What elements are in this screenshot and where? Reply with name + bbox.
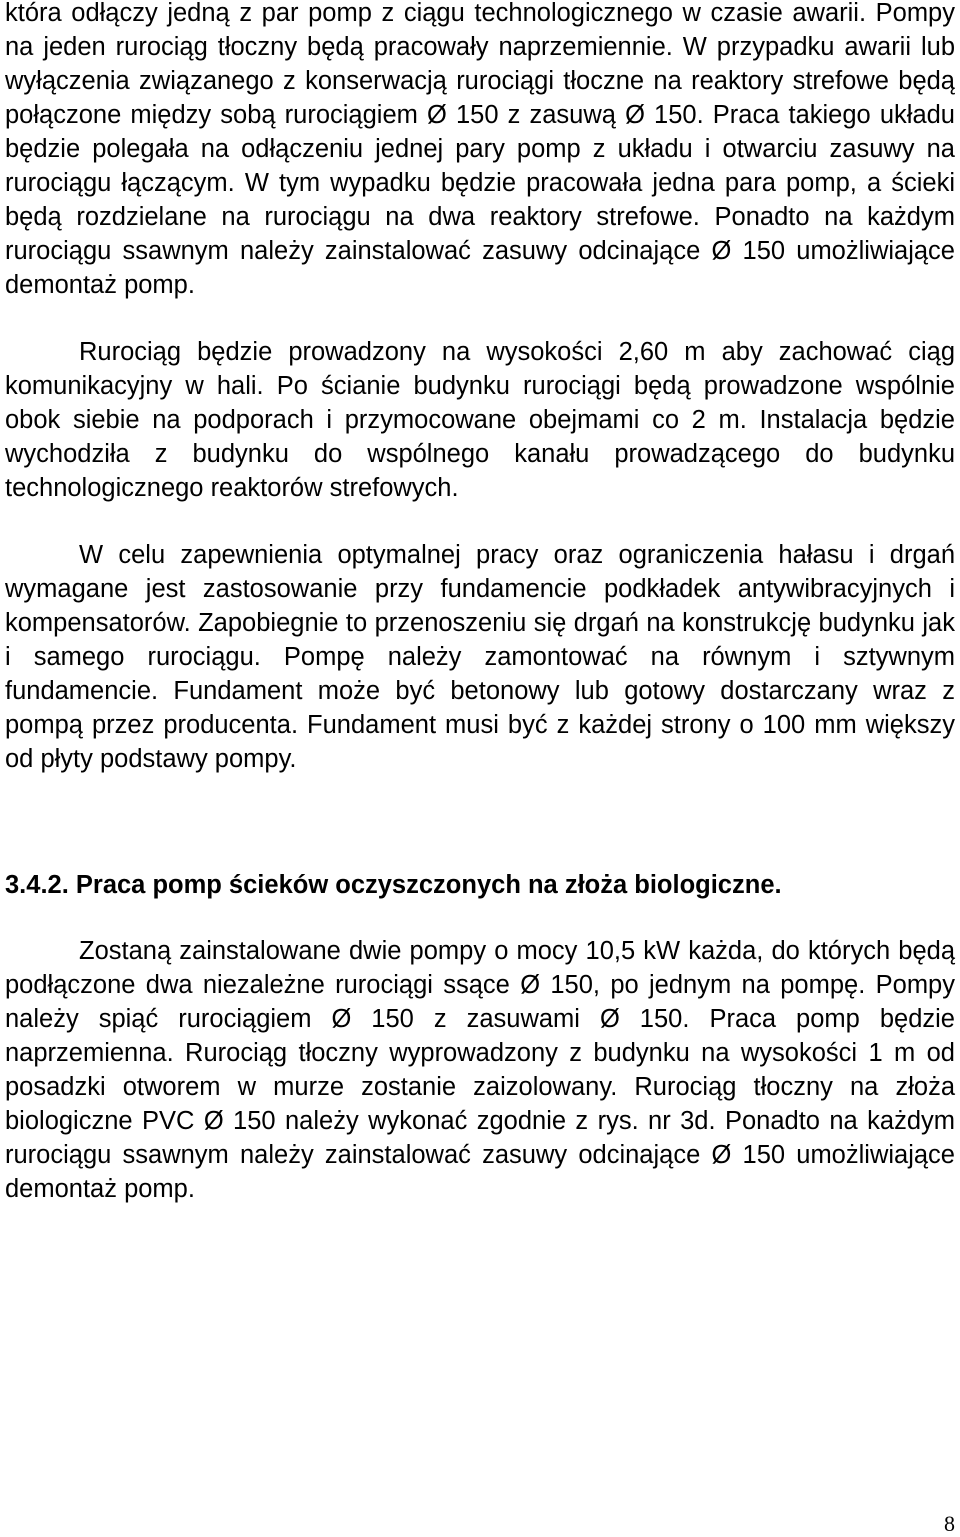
paragraph-treated-sewage-pumps: Zostaną zainstalowane dwie pompy o mocy 10,5 kW każda, do których będą podłączone dwa niezależne rurociągi ssące Ø 150, po jednym na pompę. Pompy należy spiąć rurociągiem Ø 150 z zasuwami Ø 150. Praca pomp będzie naprzemienna. Rurociąg tłoczny wyprowadzony z budynku na wysokości 1 m od posadzki otworem w murze zostanie zaizolowany. Rurociąg tłoczny na złoża biologiczne PVC Ø 150 należy wykonać zgodnie z rys. nr 3d. Ponadto na każdym rurociągu ssawnym należy zainstalować zasuwy odcinające Ø 150 umożliwiające demontaż pomp. bbox=[5, 937, 955, 1203]
section-heading: 3.4.2. Praca pomp ścieków oczyszczonych na złoża biologiczne. bbox=[5, 871, 782, 899]
paragraph-pipeline-routing: Rurociąg będzie prowadzony na wysokości 2,60 m aby zachować ciąg komunikacyjny w hali. Po ścianie budynku rurociągi będą prowadzone wspólnie obok siebie na podporach i przymocowane obejmami co 2 m. Instalacja będzie wychodziła z budynku do wspólnego kanału prowadzącego do budynku technologicznego reaktorów strefowych. bbox=[5, 338, 955, 502]
document-page bbox=[5, 0, 955, 1206]
paragraph-vibration-foundation: W celu zapewnienia optymalnej pracy oraz ograniczenia hałasu i drgań wymagane jest zastosowanie przy fundamencie podkładek antywibracyjnych i kompensatorów. Zapobiegnie to przenoszeniu się drgań na konstrukcję budynku jak i samego rurociągu. Pompę należy zamontować na równym i sztywnym fundamencie. Fundament może być betonowy lub gotowy dostarczany wraz z pompą przez producenta. Fundament musi być z każdej strony o 100 mm większy od płyty podstawy pompy. bbox=[5, 541, 955, 773]
page-number: 8 bbox=[944, 1511, 955, 1536]
paragraph-pump-failure-operation: która odłączy jedną z par pomp z ciągu technologicznego w czasie awarii. Pompy na jeden rurociąg tłoczny będą pracowały naprzemiennie. W przypadku awarii lub wyłączenia związanego z konserwacją rurociągi tłoczne na reaktory strefowe będą połączone między sobą rurociągiem Ø 150 z zasuwą Ø 150. Praca takiego układu będzie polegała na odłączeniu jednej pary pomp z układu i otwarciu zasuwy na rurociągu łączącym. W tym wypadku będzie pracowała jedna para pomp, a ścieki będą rozdzielane na rurociągu na dwa reaktory strefowe. Ponadto na każdym rurociągu ssawnym należy zainstalować zasuwy odcinające Ø 150 umożliwiające demontaż pomp. bbox=[5, 0, 955, 299]
